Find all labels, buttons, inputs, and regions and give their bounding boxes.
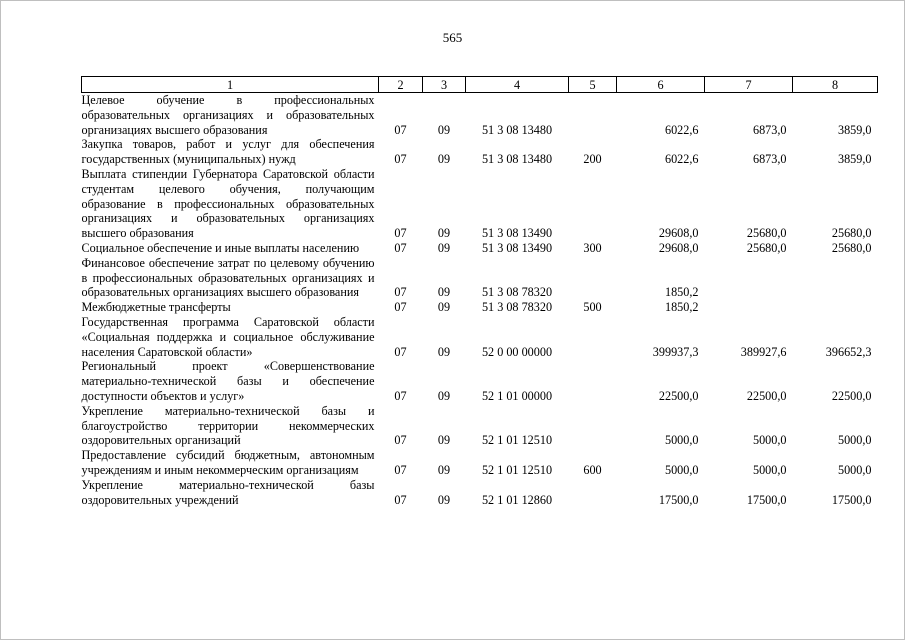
section-code-cell: 07 xyxy=(394,152,407,167)
table-row xyxy=(82,478,878,508)
subsection-code-cell: 09 xyxy=(437,240,451,255)
amount-year3-cell xyxy=(793,256,878,300)
amount-year2-cell: 17500,0 xyxy=(746,492,787,507)
row-name-cell: Социальное обеспечение и иные выплаты населению xyxy=(81,240,360,255)
expense-type-cell xyxy=(569,256,617,300)
section-code-cell: 07 xyxy=(394,300,407,315)
amount-year3-cell: 5000,0 xyxy=(837,433,872,448)
expense-type-cell: 600 xyxy=(583,462,602,477)
table-row xyxy=(82,93,878,138)
row-name-cell: Предоставление субсидий бюджетным, автономным учреждениям и иным некоммерческим организациям xyxy=(81,448,375,477)
target-article-cell: 51 3 08 13480 xyxy=(481,152,553,167)
amount-year3-cell: 396652,3 xyxy=(825,344,872,359)
target-article-cell: 52 1 01 12510 xyxy=(481,433,553,448)
amount-year1-cell: 1850,2 xyxy=(664,285,699,300)
subsection-code-cell: 09 xyxy=(437,152,451,167)
subsection-code-cell: 09 xyxy=(437,388,451,403)
expense-type-cell xyxy=(569,315,617,359)
expense-type-cell xyxy=(569,359,617,403)
amount-year1-cell: 5000,0 xyxy=(664,433,699,448)
table-row xyxy=(82,315,878,359)
target-article-cell: 51 3 08 78320 xyxy=(481,285,553,300)
table-row xyxy=(82,241,878,256)
row-name-cell: Целевое обучение в профессиональных образовательных организациях и образовательных организациях высшего образования xyxy=(81,93,375,137)
expense-type-cell xyxy=(569,93,617,138)
subsection-code-cell: 09 xyxy=(437,300,451,315)
target-article-cell: 52 1 01 00000 xyxy=(481,388,553,403)
amount-year3-cell: 22500,0 xyxy=(831,388,872,403)
table-row xyxy=(82,300,878,315)
amount-year1-cell: 17500,0 xyxy=(658,492,699,507)
table-header-row xyxy=(82,77,878,93)
amount-year2-cell: 5000,0 xyxy=(752,433,787,448)
section-code-cell: 07 xyxy=(394,285,407,300)
amount-year1-cell: 399937,3 xyxy=(652,344,699,359)
amount-year3-cell: 25680,0 xyxy=(831,240,872,255)
amount-year2-cell: 22500,0 xyxy=(746,388,787,403)
subsection-code-cell: 09 xyxy=(437,122,451,137)
row-name-cell: Государственная программа Саратовской области «Социальная поддержка и социальное обслуживание населения Саратовской области» xyxy=(81,314,375,359)
expense-type-cell xyxy=(569,167,617,241)
section-code-cell: 07 xyxy=(394,122,407,137)
amount-year2-cell: 5000,0 xyxy=(752,462,787,477)
amount-year1-cell: 29608,0 xyxy=(658,240,699,255)
subsection-code-cell: 09 xyxy=(437,344,451,359)
page-number: 565 xyxy=(442,30,463,45)
amount-year1-cell: 6022,6 xyxy=(664,122,699,137)
table-row xyxy=(82,448,878,478)
row-name-cell: Укрепление материально-технической базы и благоустройство территории некоммерческих оздоровительных организаций xyxy=(81,403,375,448)
expense-type-cell: 300 xyxy=(583,240,602,255)
amount-year1-cell: 5000,0 xyxy=(664,462,699,477)
table-row xyxy=(82,256,878,300)
expense-type-cell xyxy=(569,404,617,448)
row-name-cell: Закупка товаров, работ и услуг для обеспечения государственных (муниципальных) нужд xyxy=(81,137,375,167)
target-article-cell: 52 0 00 00000 xyxy=(481,344,553,359)
amount-year2-cell: 389927,6 xyxy=(740,344,787,359)
amount-year3-cell: 17500,0 xyxy=(831,492,872,507)
amount-year2-cell: 25680,0 xyxy=(746,240,787,255)
target-article-cell: 51 3 08 13490 xyxy=(481,240,553,255)
table-row xyxy=(82,359,878,403)
amount-year2-cell: 6873,0 xyxy=(752,122,787,137)
target-article-cell: 51 3 08 78320 xyxy=(481,300,553,315)
header-cell: 4 xyxy=(466,77,569,93)
header-cell: 1 xyxy=(82,77,379,93)
amount-year3-cell: 5000,0 xyxy=(837,462,872,477)
amount-year1-cell: 1850,2 xyxy=(664,300,699,315)
amount-year2-cell: 25680,0 xyxy=(746,226,787,241)
row-name-cell: Региональный проект «Совершенствование материально-технической базы и обеспечение доступности объектов и услуг» xyxy=(81,359,375,403)
subsection-code-cell: 09 xyxy=(437,226,451,241)
section-code-cell: 07 xyxy=(394,240,407,255)
section-code-cell: 07 xyxy=(394,226,407,241)
target-article-cell: 52 1 01 12510 xyxy=(481,462,553,477)
header-cell: 6 xyxy=(617,77,705,93)
section-code-cell: 07 xyxy=(394,344,407,359)
row-name-cell: Укрепление материально-технической базы оздоровительных учреждений xyxy=(81,477,375,507)
subsection-code-cell: 09 xyxy=(437,285,451,300)
table-row xyxy=(82,137,878,167)
subsection-code-cell: 09 xyxy=(437,492,451,507)
target-article-cell: 52 1 01 12860 xyxy=(481,492,553,507)
row-name-cell: Выплата стипендии Губернатора Саратовской области студентам целевого обучения, получающим образование в профессиональных образовательных организациях и образовательных организациях высшего образования xyxy=(81,166,375,241)
row-name-cell: Финансовое обеспечение затрат по целевому обучению в профессиональных образовательных организациях и образовательных организациях высшего образования xyxy=(81,255,375,300)
header-cell: 7 xyxy=(705,77,793,93)
row-name-cell: Межбюджетные трансферты xyxy=(81,300,231,315)
amount-year2-cell xyxy=(705,256,793,300)
subsection-code-cell: 09 xyxy=(437,462,451,477)
header-cell: 3 xyxy=(423,77,466,93)
amount-year3-cell: 25680,0 xyxy=(831,226,872,241)
header-cell: 2 xyxy=(379,77,423,93)
section-code-cell: 07 xyxy=(394,492,407,507)
amount-year3-cell: 3859,0 xyxy=(837,152,872,167)
table-row xyxy=(82,404,878,448)
amount-year3-cell: 3859,0 xyxy=(837,122,872,137)
section-code-cell: 07 xyxy=(394,388,407,403)
table-row xyxy=(82,167,878,241)
amount-year2-cell: 6873,0 xyxy=(752,152,787,167)
expense-type-cell xyxy=(569,478,617,508)
subsection-code-cell: 09 xyxy=(437,433,451,448)
amount-year1-cell: 29608,0 xyxy=(658,226,699,241)
amount-year2-cell xyxy=(705,300,793,315)
target-article-cell: 51 3 08 13490 xyxy=(481,226,553,241)
budget-table xyxy=(81,76,878,507)
section-code-cell: 07 xyxy=(394,433,407,448)
expense-type-cell: 500 xyxy=(583,300,602,315)
expense-type-cell: 200 xyxy=(583,152,602,167)
amount-year1-cell: 6022,6 xyxy=(664,152,699,167)
header-cell: 5 xyxy=(569,77,617,93)
amount-year1-cell: 22500,0 xyxy=(658,388,699,403)
header-cell: 8 xyxy=(793,77,878,93)
table-body xyxy=(82,93,878,508)
amount-year3-cell xyxy=(793,300,878,315)
target-article-cell: 51 3 08 13480 xyxy=(481,122,553,137)
section-code-cell: 07 xyxy=(394,462,407,477)
